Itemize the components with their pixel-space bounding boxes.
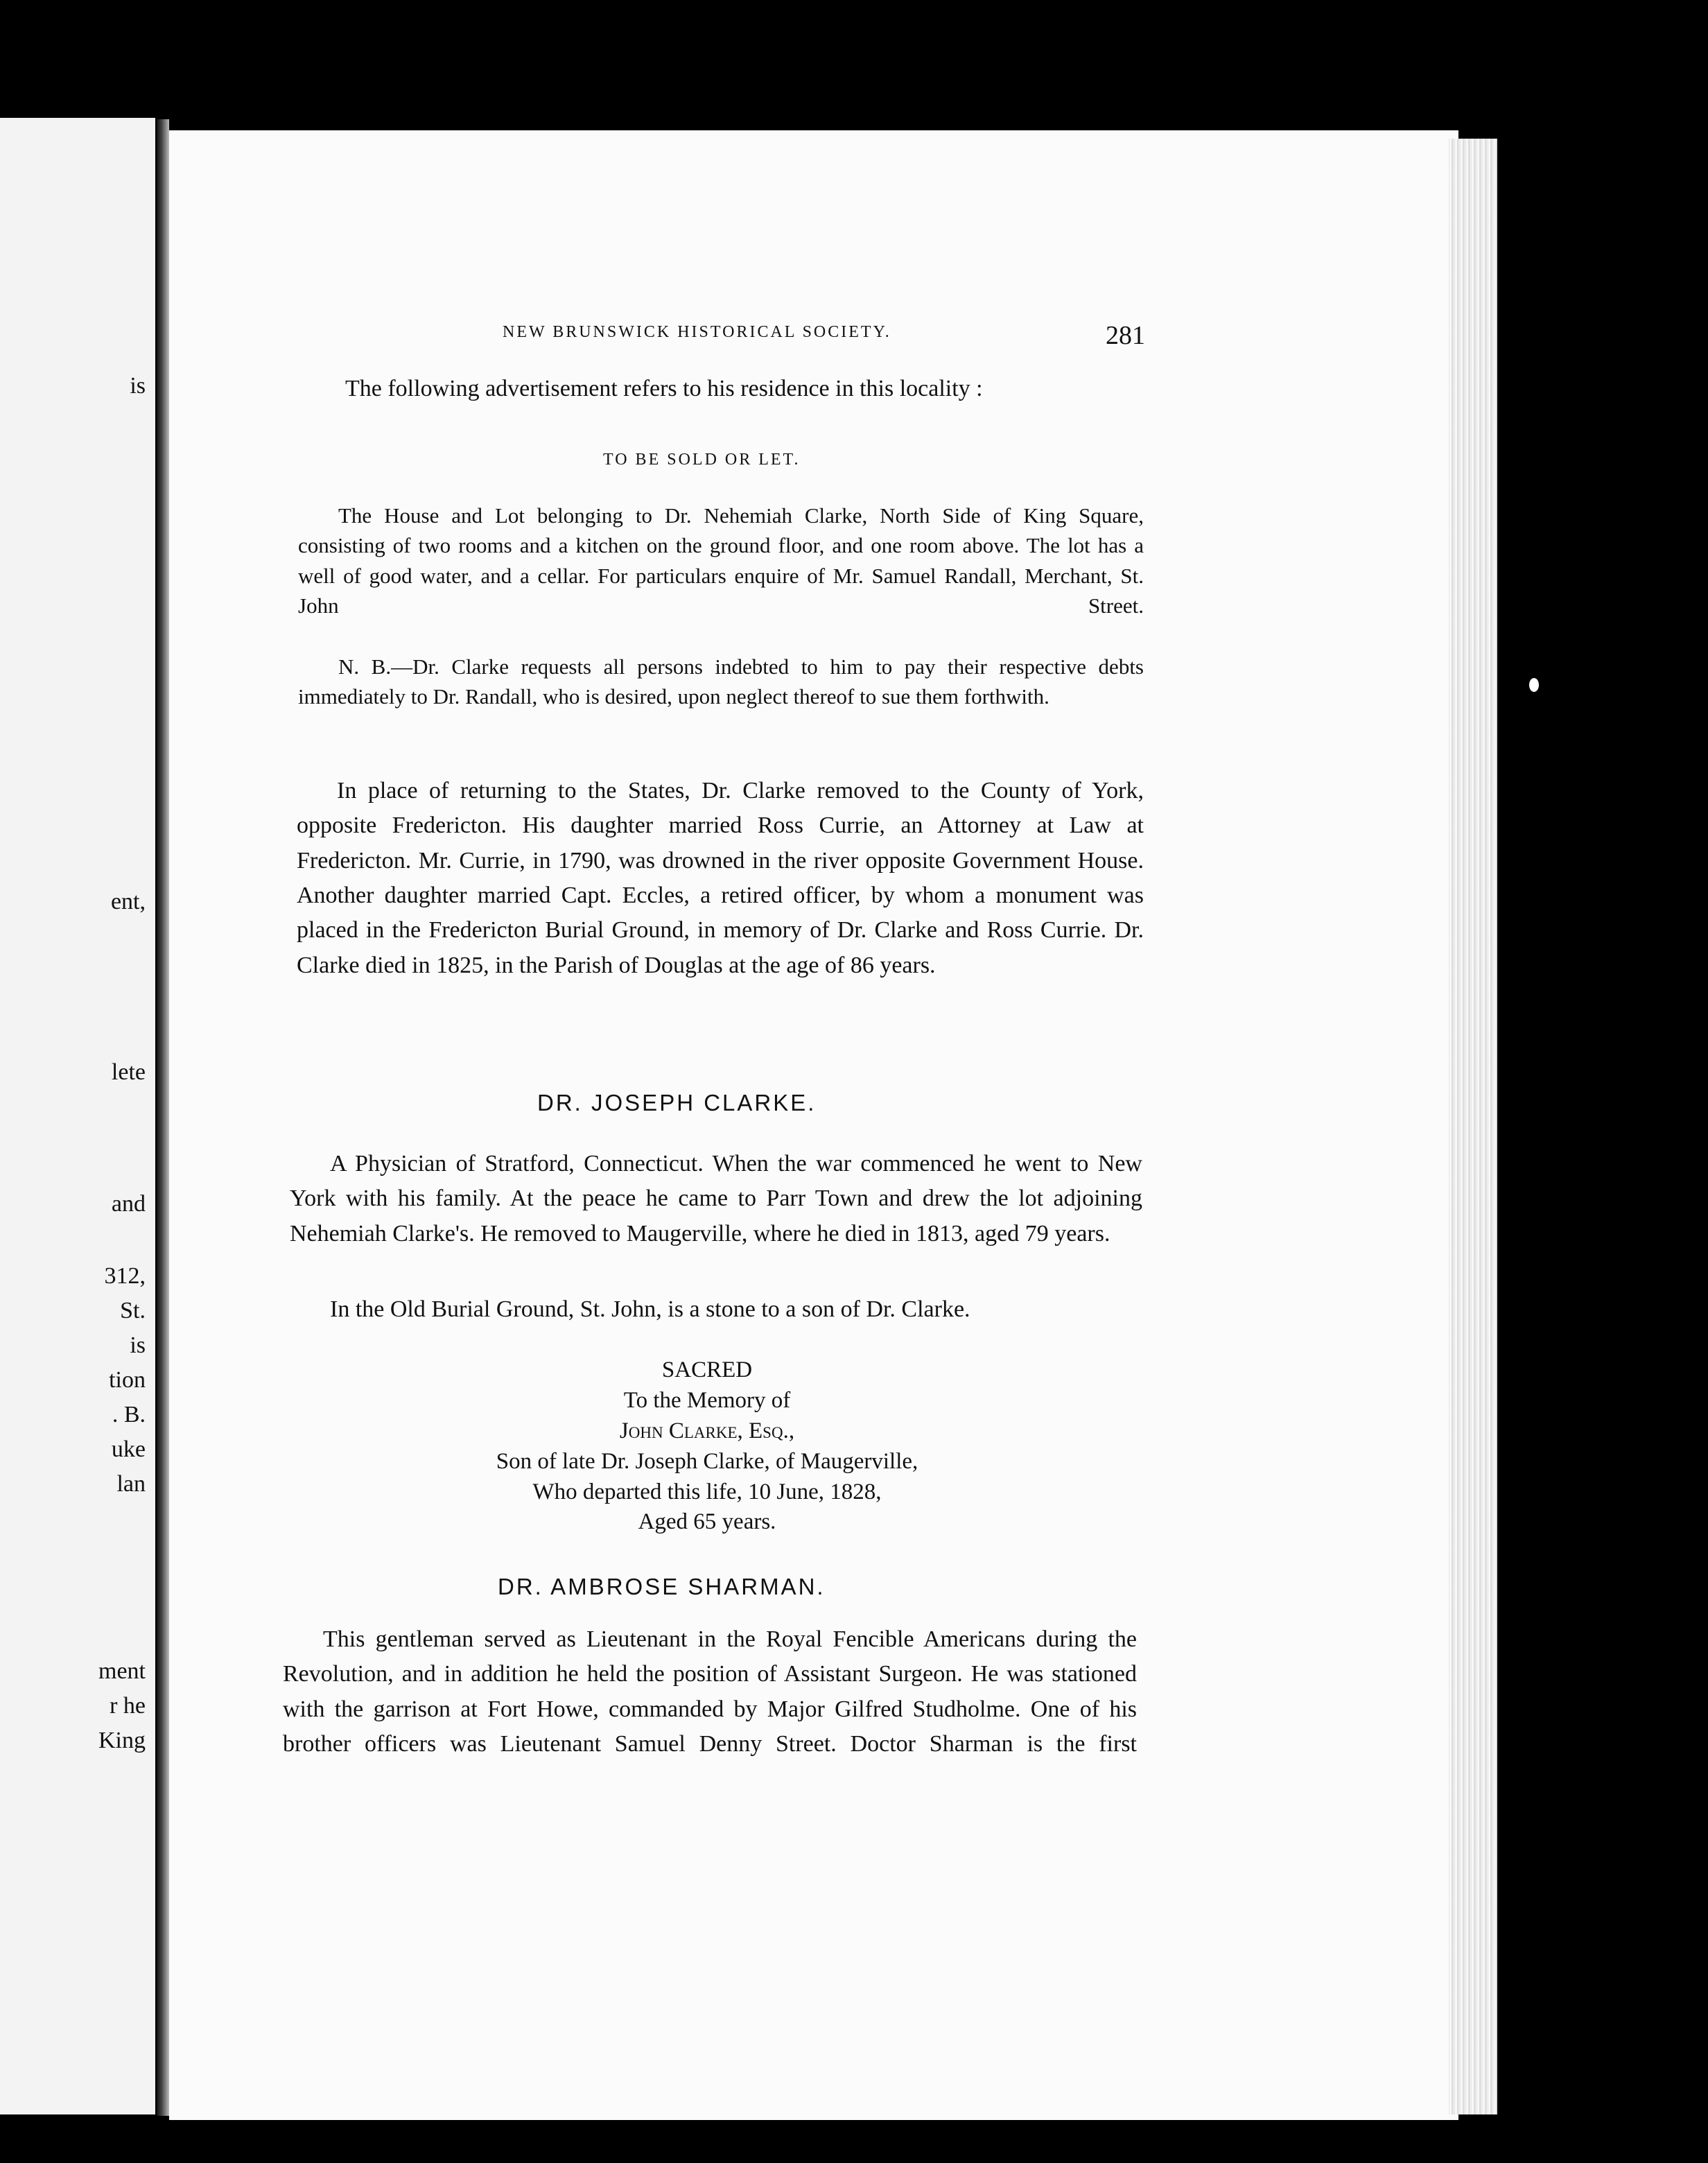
- epitaph-line: Who departed this life, 10 June, 1828,: [532, 1479, 882, 1504]
- prev-page-fragment: ent,: [110, 889, 146, 914]
- scan-speck: [1529, 678, 1539, 692]
- prev-page-fragment: uke: [111, 1436, 146, 1462]
- ambrose-sharman-paragraph: This gentleman served as Lieutenant in the Royal Fencible Americans during the Revolution, and in addition he held the position of Assistant Surgeon. He was stationed with the garrison at Fort Howe, commanded by Major Gilfred Studholme. One of his brother officers was Lieutenant Samuel Denny Street. Doctor Sharman is the first: [283, 1626, 1137, 1757]
- advertisement-heading: TO BE SOLD OR LET.: [603, 451, 801, 469]
- intro-paragraph: The following advertisement refers to his residence in this locality :: [345, 376, 983, 401]
- running-head: NEW BRUNSWICK HISTORICAL SOCIETY.: [503, 323, 891, 341]
- page-number: 281: [1106, 321, 1145, 350]
- advertisement-note: N. B.—Dr. Clarke requests all persons indebted to him to pay their respective debts immediately to Dr. Randall, who is desired, upon neglect thereof to sue them forthwith.: [298, 654, 1144, 709]
- prev-page-fragment: is: [130, 1332, 146, 1358]
- section-heading-joseph-clarke: DR. JOSEPH CLARKE.: [537, 1090, 817, 1115]
- prev-page-fragment: tion: [109, 1367, 146, 1393]
- epitaph-inscription: [388, 1355, 1026, 1538]
- previous-page: [0, 118, 155, 2114]
- joseph-clarke-paragraph: A Physician of Stratford, Connecticut. When the war commenced he went to New York with his family. At the peace he came to Parr Town and drew the lot adjoining Nehemiah Clarke's. He removed to Maugerville, where he died in 1813, aged 79 years.: [290, 1151, 1142, 1246]
- prev-page-fragment: 312,: [104, 1263, 146, 1289]
- epitaph-line: Son of late Dr. Joseph Clarke, of Maugerville,: [496, 1448, 918, 1474]
- page-edges: [1449, 139, 1497, 2114]
- epitaph-line: Aged 65 years.: [638, 1509, 776, 1535]
- book-page: [169, 130, 1458, 2120]
- removal-paragraph: In place of returning to the States, Dr. Clarke removed to the County of York, opposite Fredericton. His daughter married Ross Currie, an Attorney at Law at Fredericton. Mr. Currie, in 1790, was drowned in the river opposite Government House. Another daughter married Capt. Eccles, a retired officer, by whom a monument was placed in the Fredericton Burial Ground, in memory of Dr. Clarke and Ross Currie. Dr. Clarke died in 1825, in the Parish of Douglas at the age of 86 years.: [297, 778, 1144, 978]
- stone-paragraph: In the Old Burial Ground, St. John, is a stone to a son of Dr. Clarke.: [330, 1296, 970, 1322]
- prev-page-fragment: lete: [111, 1059, 146, 1085]
- epitaph-line: To the Memory of: [623, 1387, 791, 1413]
- prev-page-fragment: is: [130, 373, 146, 399]
- advertisement-paragraph: The House and Lot belonging to Dr. Nehemiah Clarke, North Side of King Square, consisting of two rooms and a kitchen on the ground floor, and one room above. The lot has a well of good water, and a cellar. For particulars enquire of Mr. Samuel Randall, Merchant, St. John Street.: [298, 503, 1144, 618]
- prev-page-fragment: ment: [98, 1658, 146, 1684]
- prev-page-fragment: r he: [110, 1693, 146, 1719]
- epitaph-line: John Clarke, Esq.,: [619, 1418, 795, 1443]
- prev-page-fragment: . B.: [112, 1402, 146, 1427]
- prev-page-fragment: lan: [116, 1471, 146, 1497]
- book-gutter: [157, 119, 169, 2116]
- epitaph-line: SACRED: [661, 1357, 753, 1382]
- section-heading-ambrose-sharman: DR. AMBROSE SHARMAN.: [498, 1574, 826, 1599]
- prev-page-fragment: St.: [120, 1298, 146, 1323]
- prev-page-fragment: and: [111, 1191, 146, 1217]
- prev-page-fragment: King: [98, 1728, 146, 1753]
